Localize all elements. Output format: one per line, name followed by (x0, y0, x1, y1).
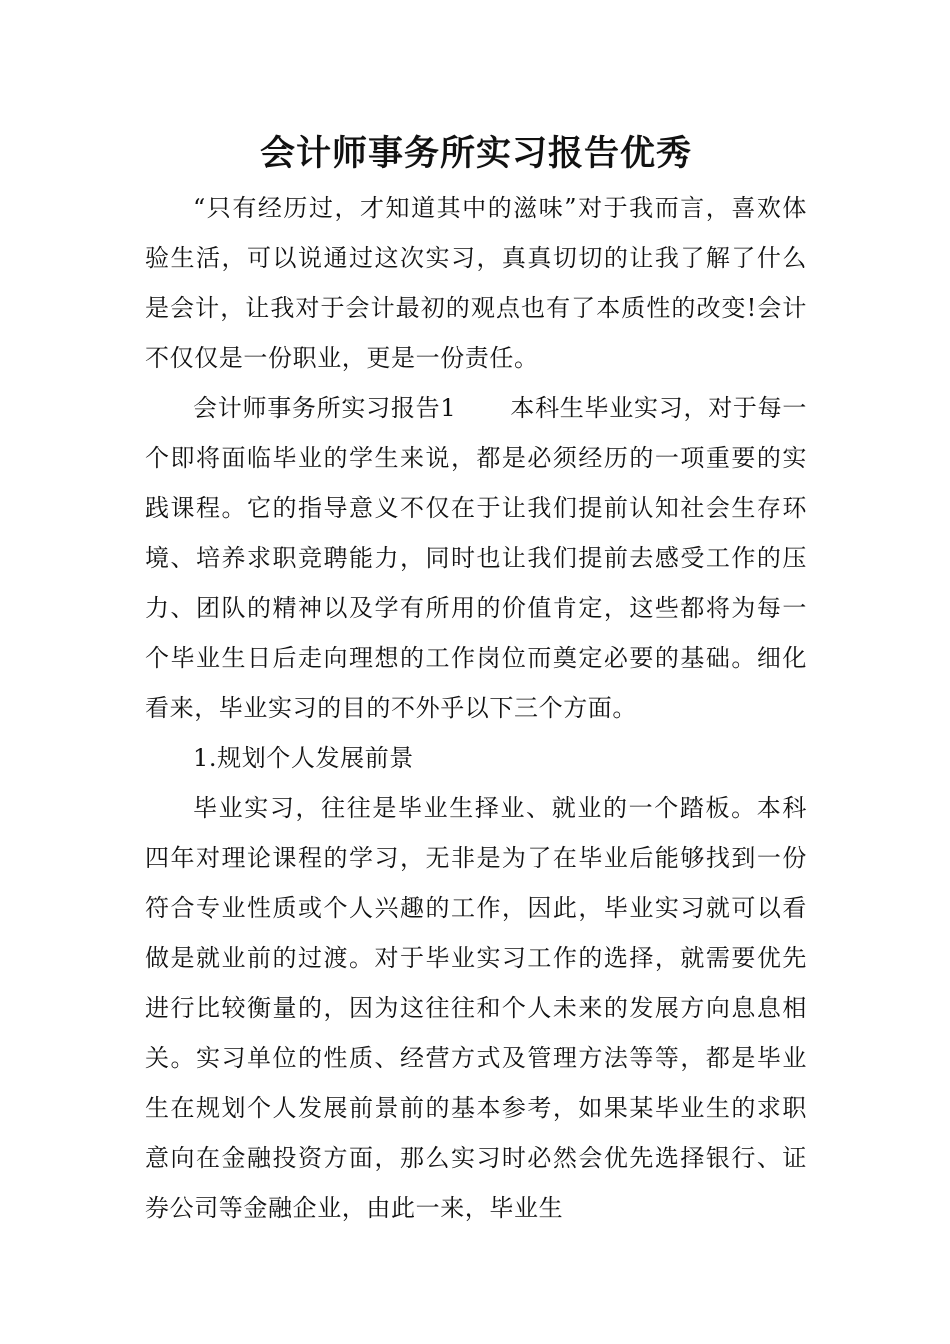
report-paragraph (145, 383, 807, 733)
report-body: 本科生毕业实习，对于每一个即将面临毕业的学生来说，都是必须经历的一项重要的实践课程。它的指导意义不仅在于让我们提前认知社会生存环境、培养求职竞聘能力，同时也让我们提前去感受工作的压力、团队的精神以及学有所用的价值肯定，这些都将为每一个毕业生日后走向理想的工作岗位而奠定必要的基础。细化看来，毕业实习的目的不外乎以下三个方面。 (145, 394, 807, 722)
intro-paragraph: “只有经历过，才知道其中的滋味”对于我而言，喜欢体验生活，可以说通过这次实习，真真切切的让我了解了什么是会计，让我对于会计最初的观点也有了本质性的改变!会计不仅仅是一份职业，更是一份责任。 (145, 194, 807, 372)
document-page (145, 128, 807, 1233)
section-heading: 1.规划个人发展前景 (193, 744, 414, 772)
document-title: 会计师事务所实习报告优秀 (259, 133, 692, 174)
report-label: 会计师事务所实习报告1 (193, 394, 457, 422)
section-paragraph: 毕业实习，往往是毕业生择业、就业的一个踏板。本科四年对理论课程的学习，无非是为了在毕业后能够找到一份符合专业性质或个人兴趣的工作，因此，毕业实习就可以看做是就业前的过渡。对于毕业实习工作的选择，就需要优先进行比较衡量的，因为这往往和个人未来的发展方向息息相关。实习单位的性质、经营方式及管理方法等等，都是毕业生在规划个人发展前景前的基本参考，如果某毕业生的求职意向在金融投资方面，那么实习时必然会优先选择银行、证券公司等金融企业，由此一来，毕业生 (145, 794, 807, 1222)
